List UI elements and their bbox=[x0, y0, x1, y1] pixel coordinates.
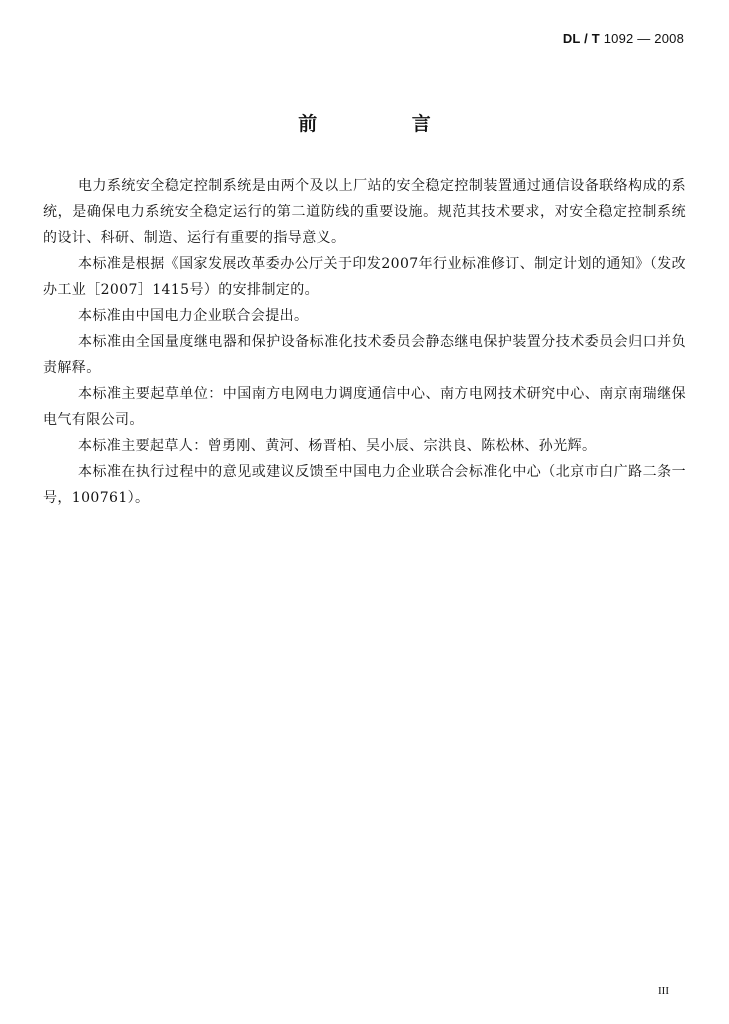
standard-number: 1092 — 2008 bbox=[603, 31, 684, 46]
paragraph-proposer: 本标准由中国电力企业联合会提出。 bbox=[78, 308, 309, 324]
standard-prefix: DL / T bbox=[562, 31, 600, 46]
paragraph-intro: 电力系统安全稳定控制系统是由两个及以上厂站的安全稳定控制装置通过通信设备联络构成的系统，是确保电力系统安全稳定运行的第二道防线的重要设施。规范其技术要求，对安全稳定控制系统的设计、科研、制造、运行有重要的指导意义。 bbox=[43, 178, 686, 246]
page-title: 前 言 bbox=[298, 113, 475, 135]
foreword-body bbox=[43, 173, 686, 511]
standard-code bbox=[563, 31, 684, 46]
paragraph-basis: 本标准是根据《国家发展改革委办公厅关于印发2007年行业标准修订、制定计划的通知》（发改办工业［2007］1415号）的安排制定的。 bbox=[43, 256, 686, 298]
page-number: III bbox=[658, 985, 669, 997]
paragraph-drafting-units: 本标准主要起草单位：中国南方电网电力调度通信中心、南方电网技术研究中心、南京南瑞继保电气有限公司。 bbox=[43, 386, 686, 428]
paragraph-feedback: 本标准在执行过程中的意见或建议反馈至中国电力企业联合会标准化中心（北京市白广路二条一号，100761）。 bbox=[43, 464, 686, 506]
paragraph-drafters: 本标准主要起草人：曾勇刚、黄河、杨晋柏、吴小辰、宗洪良、陈松林、孙光辉。 bbox=[78, 438, 597, 454]
paragraph-responsible-committee: 本标准由全国量度继电器和保护设备标准化技术委员会静态继电保护装置分技术委员会归口并负责解释。 bbox=[43, 334, 686, 376]
